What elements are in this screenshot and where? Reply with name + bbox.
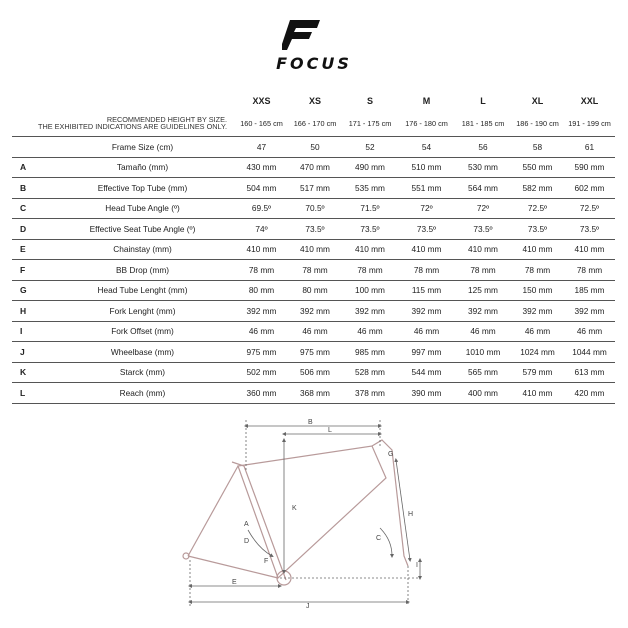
value-cell: 410 mm	[511, 239, 564, 260]
row-label: Tamaño (mm)	[50, 157, 235, 178]
value-cell: 975 mm	[288, 342, 342, 363]
frame-size-cell: 56	[455, 137, 511, 158]
geometry-row	[12, 362, 615, 383]
row-label: Wheelbase (mm)	[50, 342, 235, 363]
row-label: Effective Top Tube (mm)	[50, 178, 235, 199]
value-cell: 392 mm	[455, 301, 511, 322]
value-cell: 46 mm	[455, 321, 511, 342]
value-cell: 78 mm	[564, 260, 615, 281]
value-cell: 551 mm	[398, 178, 455, 199]
value-cell: 78 mm	[455, 260, 511, 281]
value-cell: 80 mm	[288, 280, 342, 301]
row-label: Reach (mm)	[50, 383, 235, 404]
value-cell: 975 mm	[235, 342, 288, 363]
value-cell: 582 mm	[511, 178, 564, 199]
height-cell: 166 - 170 cm	[288, 110, 342, 137]
value-cell: 74º	[235, 219, 288, 240]
geometry-row	[12, 280, 615, 301]
recommended-height-note: RECOMMENDED HEIGHT BY SIZE. THE EXHIBITED INDICATIONS ARE GUIDELINES ONLY.	[12, 110, 235, 137]
dimension-label: H	[408, 511, 414, 518]
value-cell: 73.5º	[342, 219, 398, 240]
value-cell: 579 mm	[511, 362, 564, 383]
height-cell: 191 - 199 cm	[564, 110, 615, 137]
value-cell: 115 mm	[398, 280, 455, 301]
row-label: Fork Lenght (mm)	[50, 301, 235, 322]
value-cell: 73.5º	[288, 219, 342, 240]
size-header: XL	[531, 96, 544, 106]
dimension-label: B	[308, 419, 313, 426]
geometry-row	[12, 178, 615, 199]
value-cell: 73.5º	[511, 219, 564, 240]
size-header-row	[12, 92, 615, 110]
value-cell: 410 mm	[288, 239, 342, 260]
value-cell: 550 mm	[511, 157, 564, 178]
value-cell: 410 mm	[564, 239, 615, 260]
value-cell: 1044 mm	[564, 342, 615, 363]
value-cell: 528 mm	[342, 362, 398, 383]
value-cell: 1010 mm	[455, 342, 511, 363]
value-cell: 410 mm	[511, 383, 564, 404]
row-label: Head Tube Lenght (mm)	[50, 280, 235, 301]
value-cell: 73.5º	[398, 219, 455, 240]
size-header: S	[366, 96, 373, 106]
value-cell: 46 mm	[564, 321, 615, 342]
frame-geometry-diagram	[0, 408, 628, 628]
value-cell: 368 mm	[288, 383, 342, 404]
geometry-row	[12, 321, 615, 342]
value-cell: 590 mm	[564, 157, 615, 178]
row-letter: I	[12, 321, 50, 342]
frame-size-cell: 52	[342, 137, 398, 158]
dimension-label: K	[292, 505, 297, 512]
value-cell: 985 mm	[342, 342, 398, 363]
row-label: Starck (mm)	[50, 362, 235, 383]
dimension-label: J	[306, 603, 310, 610]
value-cell: 506 mm	[288, 362, 342, 383]
size-header: XXL	[580, 96, 599, 106]
row-letter: G	[12, 280, 50, 301]
value-cell: 378 mm	[342, 383, 398, 404]
value-cell: 565 mm	[455, 362, 511, 383]
frame-size-cell: 58	[511, 137, 564, 158]
value-cell: 72º	[455, 198, 511, 219]
value-cell: 490 mm	[342, 157, 398, 178]
row-letter: D	[12, 219, 50, 240]
frame-size-cell: 50	[288, 137, 342, 158]
value-cell: 517 mm	[288, 178, 342, 199]
value-cell: 72.5º	[511, 198, 564, 219]
value-cell: 392 mm	[511, 301, 564, 322]
geometry-row	[12, 383, 615, 404]
geometry-rows	[12, 157, 615, 403]
value-cell: 80 mm	[235, 280, 288, 301]
value-cell: 46 mm	[398, 321, 455, 342]
focus-f-logo-icon	[282, 18, 322, 52]
dimension-label: D	[244, 538, 250, 545]
value-cell: 72º	[398, 198, 455, 219]
value-cell: 392 mm	[288, 301, 342, 322]
row-label: Fork Offset (mm)	[50, 321, 235, 342]
value-cell: 430 mm	[235, 157, 288, 178]
row-label: Effective Seat Tube Angle (º)	[50, 219, 235, 240]
size-header: M	[422, 96, 431, 106]
value-cell: 71.5º	[342, 198, 398, 219]
dimension-label: G	[388, 451, 394, 458]
recommended-height-row	[12, 110, 615, 137]
dimension-label: L	[328, 427, 332, 434]
frame-size-row	[12, 137, 615, 158]
value-cell: 70.5º	[288, 198, 342, 219]
geometry-row	[12, 219, 615, 240]
row-letter: K	[12, 362, 50, 383]
geometry-row	[12, 157, 615, 178]
value-cell: 72.5º	[564, 198, 615, 219]
row-letter: B	[12, 178, 50, 199]
dimension-lines	[190, 420, 420, 606]
size-header: L	[480, 96, 486, 106]
value-cell: 1024 mm	[511, 342, 564, 363]
row-letter: L	[12, 383, 50, 404]
brand-wordmark: FOCUS	[276, 54, 352, 73]
value-cell: 69.5º	[235, 198, 288, 219]
row-letter: A	[12, 157, 50, 178]
frame-size-cell: 47	[235, 137, 288, 158]
geometry-row	[12, 239, 615, 260]
value-cell: 46 mm	[342, 321, 398, 342]
value-cell: 504 mm	[235, 178, 288, 199]
size-header: XS	[308, 96, 321, 106]
dimension-label: I	[416, 562, 418, 569]
geometry-row	[12, 260, 615, 281]
dimension-label: F	[264, 558, 269, 565]
value-cell: 46 mm	[511, 321, 564, 342]
value-cell: 502 mm	[235, 362, 288, 383]
value-cell: 410 mm	[398, 239, 455, 260]
frame-size-cell: 61	[564, 137, 615, 158]
row-letter: J	[12, 342, 50, 363]
frame-size-cell: 54	[398, 137, 455, 158]
row-label: Chainstay (mm)	[50, 239, 235, 260]
value-cell: 390 mm	[398, 383, 455, 404]
height-cell: 186 - 190 cm	[511, 110, 564, 137]
value-cell: 530 mm	[455, 157, 511, 178]
value-cell: 100 mm	[342, 280, 398, 301]
value-cell: 125 mm	[455, 280, 511, 301]
value-cell: 544 mm	[398, 362, 455, 383]
row-letter: E	[12, 239, 50, 260]
value-cell: 78 mm	[511, 260, 564, 281]
value-cell: 410 mm	[235, 239, 288, 260]
value-cell: 78 mm	[342, 260, 398, 281]
value-cell: 150 mm	[511, 280, 564, 301]
value-cell: 602 mm	[564, 178, 615, 199]
value-cell: 46 mm	[288, 321, 342, 342]
row-label: BB Drop (mm)	[50, 260, 235, 281]
value-cell: 510 mm	[398, 157, 455, 178]
value-cell: 410 mm	[342, 239, 398, 260]
height-cell: 171 - 175 cm	[342, 110, 398, 137]
value-cell: 392 mm	[398, 301, 455, 322]
value-cell: 400 mm	[455, 383, 511, 404]
value-cell: 392 mm	[235, 301, 288, 322]
geometry-row	[12, 198, 615, 219]
row-letter: C	[12, 198, 50, 219]
value-cell: 535 mm	[342, 178, 398, 199]
dimension-label: A	[244, 521, 249, 528]
height-cell: 160 - 165 cm	[235, 110, 288, 137]
value-cell: 564 mm	[455, 178, 511, 199]
value-cell: 78 mm	[288, 260, 342, 281]
value-cell: 73.5º	[564, 219, 615, 240]
value-cell: 392 mm	[342, 301, 398, 322]
height-cell: 176 - 180 cm	[398, 110, 455, 137]
value-cell: 46 mm	[235, 321, 288, 342]
brand-logo	[0, 14, 628, 74]
dimension-label: C	[376, 535, 382, 542]
value-cell: 73.5º	[455, 219, 511, 240]
size-header: XXS	[252, 96, 271, 106]
value-cell: 410 mm	[455, 239, 511, 260]
value-cell: 78 mm	[398, 260, 455, 281]
geometry-table	[12, 92, 615, 404]
height-cell: 181 - 185 cm	[455, 110, 511, 137]
geometry-row	[12, 342, 615, 363]
value-cell: 185 mm	[564, 280, 615, 301]
value-cell: 470 mm	[288, 157, 342, 178]
row-letter: H	[12, 301, 50, 322]
value-cell: 392 mm	[564, 301, 615, 322]
value-cell: 420 mm	[564, 383, 615, 404]
value-cell: 360 mm	[235, 383, 288, 404]
dimension-label: E	[232, 579, 237, 586]
bike-frame	[183, 440, 408, 585]
value-cell: 78 mm	[235, 260, 288, 281]
value-cell: 613 mm	[564, 362, 615, 383]
row-label: Head Tube Angle (º)	[50, 198, 235, 219]
frame-size-label: Frame Size (cm)	[50, 137, 235, 158]
value-cell: 997 mm	[398, 342, 455, 363]
geometry-row	[12, 301, 615, 322]
row-letter: F	[12, 260, 50, 281]
